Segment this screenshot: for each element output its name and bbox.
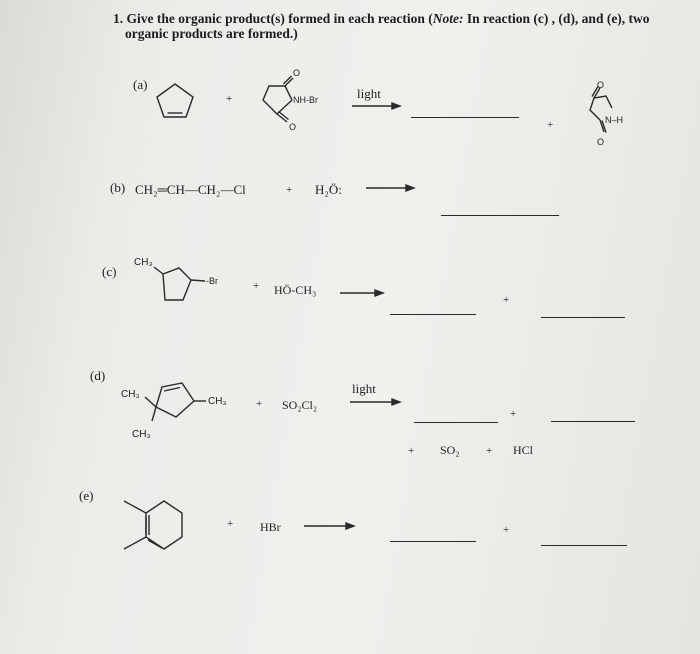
reaction-c-methyl: CH₃: [134, 257, 153, 268]
cyclopentene-structure: [150, 78, 200, 126]
reaction-d-condition: light: [352, 381, 376, 396]
reaction-e-arrow: [304, 521, 356, 531]
reaction-d-arrow: [350, 397, 402, 407]
question-line-1: [113, 11, 650, 26]
reaction-c-substrate-structure: [145, 260, 215, 315]
reaction-d-plus-1: +: [256, 398, 263, 410]
reaction-b-substrate: CH₂═CH—CH₂—Cl: [135, 182, 246, 197]
reaction-d-product-2-blank[interactable]: [551, 421, 635, 422]
reaction-a-label: (a): [133, 77, 148, 92]
reaction-e-reagent: HBr: [260, 520, 281, 534]
reaction-d-byproduct-so2: SO₂: [440, 443, 460, 457]
reaction-d-plus-3: +: [408, 445, 415, 457]
reaction-e-label: (e): [79, 488, 94, 503]
reaction-e-product-1-blank[interactable]: [390, 541, 476, 542]
reaction-a-condition: light: [357, 86, 381, 101]
question-text-b: In reaction (c) , (d), and (e), two: [463, 11, 650, 26]
reaction-a-arrow: [352, 101, 402, 111]
reaction-a-plus-2: +: [547, 119, 554, 131]
reaction-c-bromo: -Br: [206, 276, 218, 286]
reaction-d-methyl-left: CH₃: [121, 389, 140, 400]
reaction-a-product-blank[interactable]: [411, 117, 519, 118]
question-text-a: Give the organic product(s) formed in each reaction (: [126, 11, 433, 26]
nbs-oxygen-top: O: [293, 68, 301, 78]
nbs-oxygen-bottom: O: [289, 122, 297, 132]
succinimide-oxygen-bottom: O: [597, 137, 605, 147]
reaction-d-plus-4: +: [486, 445, 493, 457]
reaction-d-byproduct-hcl: HCl: [513, 443, 534, 457]
reaction-c-plus-2: +: [503, 294, 510, 306]
reaction-c-product-2-blank[interactable]: [541, 317, 625, 318]
reaction-d-plus-2: +: [510, 408, 517, 420]
reaction-a-plus-1: +: [226, 93, 233, 105]
note-word: Note:: [432, 11, 464, 26]
reaction-c-arrow: [340, 288, 385, 298]
reaction-b-reagent: H₂Ö:: [315, 182, 342, 197]
reaction-b-plus: +: [286, 184, 293, 196]
reaction-d-product-1-blank[interactable]: [414, 422, 498, 423]
reaction-c-product-1-blank[interactable]: [390, 314, 476, 315]
reaction-d-reagent: SO₂Cl₂: [282, 398, 318, 412]
reaction-d-methyl-bottom: CH₃: [132, 429, 151, 440]
succinimide-nitrogen: N–H: [605, 115, 624, 125]
reaction-e-substrate-structure: [118, 495, 203, 565]
reaction-c-plus-1: +: [253, 280, 260, 292]
reaction-d-substrate-structure: [140, 375, 210, 435]
succinimide-oxygen-top: O: [597, 80, 605, 90]
reaction-d-label: (d): [90, 368, 106, 383]
reaction-e-product-2-blank[interactable]: [541, 545, 627, 546]
question-line-2: organic products are formed.): [125, 26, 298, 41]
reaction-b-label: (b): [110, 180, 126, 195]
reaction-e-plus-1: +: [227, 518, 234, 530]
reaction-b-arrow: [366, 183, 416, 193]
question-number: 1.: [113, 11, 124, 26]
nbs-nitrogen-bromine: NH-Br: [293, 95, 318, 105]
reaction-c-reagent: HÖ-CH₃: [274, 283, 317, 297]
reaction-c-label: (c): [102, 264, 117, 279]
reaction-d-methyl-right: CH₃: [208, 396, 227, 407]
reaction-e-plus-2: +: [503, 524, 510, 536]
reaction-b-product-blank[interactable]: [441, 215, 559, 216]
